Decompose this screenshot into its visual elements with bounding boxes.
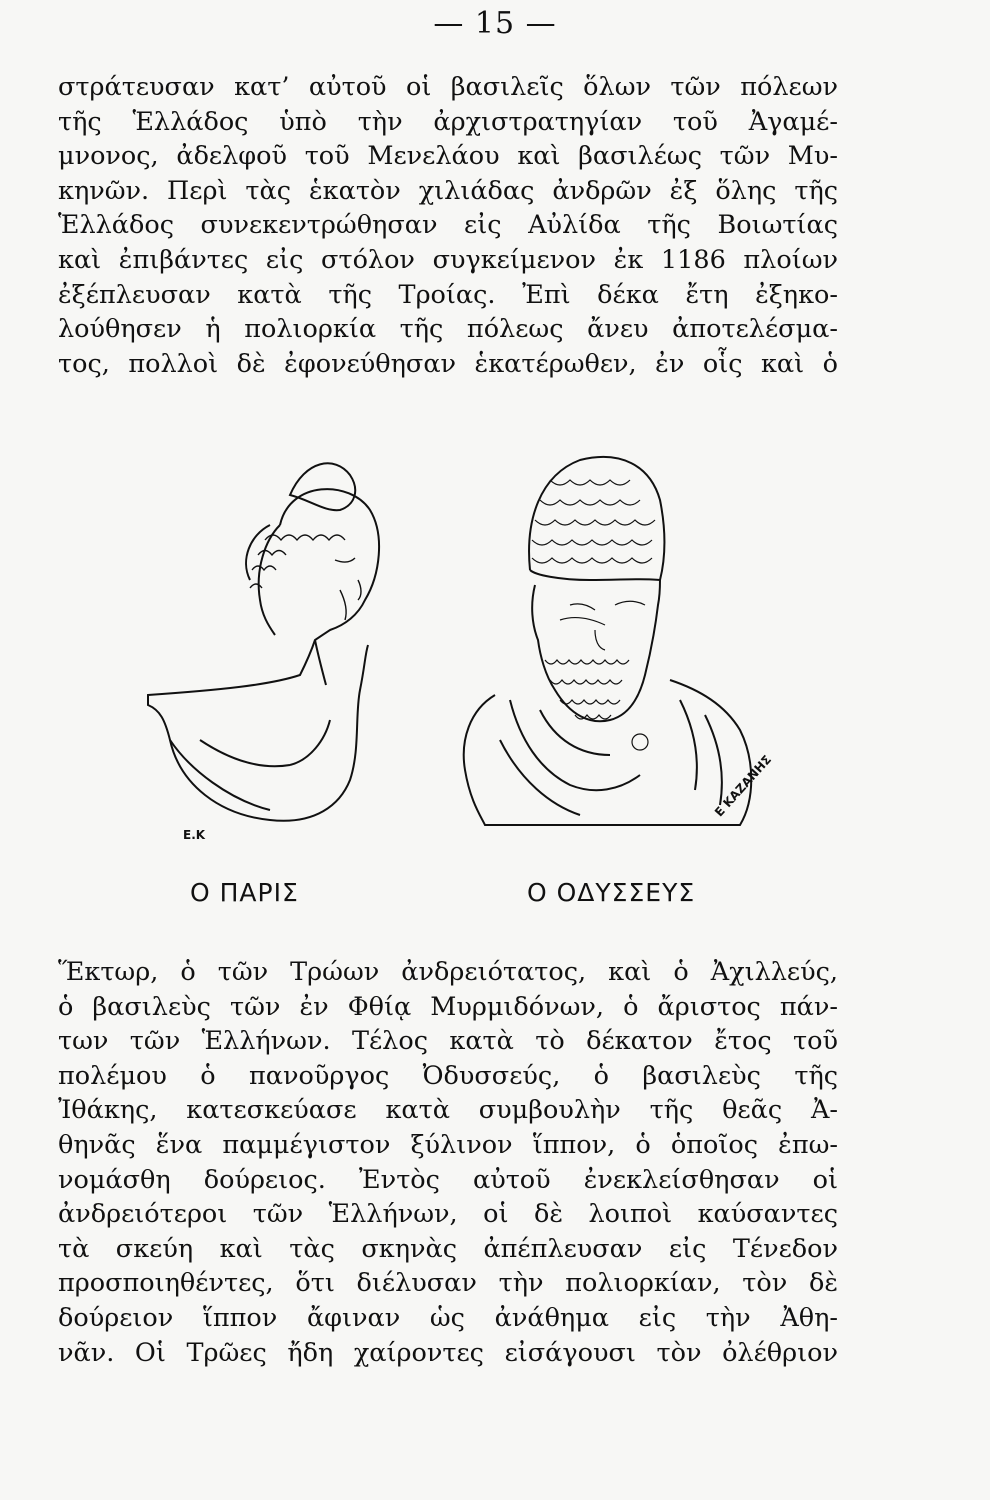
text-line: Ἕκτωρ, ὁ τῶν Τρώων ἀνδρειότατος, καὶ ὁ Ἀχιλλεύς, bbox=[58, 957, 838, 987]
odysseus-bust bbox=[464, 457, 752, 825]
text-line: ὁ βασιλεὺς τῶν ἐν Φθίᾳ Μυρμιδόνων, ὁ ἄριστος πάν- bbox=[58, 991, 838, 1022]
portrait-illustration bbox=[140, 440, 860, 860]
text-line: των τῶν Ἑλλήνων. Τέλος κατὰ τὸ δέκατον ἔτος τοῦ bbox=[58, 1026, 838, 1057]
text-line: στράτευσαν κατ’ αὐτοῦ οἱ βασιλεῖς ὅλων τῶν πόλεων bbox=[58, 72, 838, 102]
text-line: λούθησεν ἡ πολιορκία τῆς πόλεως ἄνευ ἀποτελέσμα- bbox=[58, 314, 838, 345]
paris-bust bbox=[148, 463, 379, 820]
busts-drawing bbox=[140, 440, 860, 860]
text-line: νᾶν. Οἱ Τρῶες ἤδη χαίροντες εἰσάγουσι τὸν ὀλέθριον bbox=[58, 1337, 838, 1368]
text-line: μνονος, ἀδελφοῦ τοῦ Μενελάου καὶ βασιλέως τῶν Μυ- bbox=[58, 141, 838, 172]
text-line: δούρειον ἵππον ἄφιναν ὡς ἀνάθημα εἰς τὴν Ἀθη- bbox=[58, 1302, 838, 1333]
text-line: Ἰθάκης, κατεσκεύασε κατὰ συμβουλὴν τῆς θεᾶς Ἀ- bbox=[58, 1095, 838, 1126]
page-number: — 15 — bbox=[433, 6, 557, 41]
text-line: κηνῶν. Περὶ τὰς ἑκατὸν χιλιάδας ἀνδρῶν ἐξ ὅλης τῆς bbox=[58, 175, 838, 206]
text-line: τῆς Ἑλλάδος ὑπὸ τὴν ἀρχιστρατηγίαν τοῦ Ἀγαμέ- bbox=[58, 106, 838, 137]
text-line: νομάσθη δούρειος. Ἐντὸς αὐτοῦ ἐνεκλείσθησαν οἱ bbox=[58, 1164, 838, 1195]
text-line: προσποιηθέντες, ὅτι διέλυσαν τὴν πολιορκίαν, τὸν δὲ bbox=[58, 1268, 838, 1299]
left-signature: E.K bbox=[183, 828, 206, 842]
text-line: καὶ ἐπιβάντες εἰς στόλον συγκείμενον ἐκ 1186 πλοίων bbox=[58, 244, 838, 275]
top-paragraph bbox=[58, 70, 838, 381]
text-line: ἐξέπλευσαν κατὰ τῆς Τροίας. Ἐπὶ δέκα ἔτη ἐξηκο- bbox=[58, 279, 838, 310]
text-line: Ἑλλάδος συνεκεντρώθησαν εἰς Αὐλίδα τῆς Βοιωτίας bbox=[58, 210, 838, 241]
paris-caption: Ο ΠΑΡΙΣ bbox=[190, 878, 299, 907]
text-line: ἀνδρειότεροι τῶν Ἑλλήνων, οἱ δὲ λοιποὶ καύσαντες bbox=[58, 1199, 838, 1230]
text-line: θηνᾶς ἕνα παμμέγιστον ξύλινον ἵππον, ὁ ὁποῖος ἐπω- bbox=[58, 1129, 838, 1160]
text-line: πολέμου ὁ πανοῦργος Ὀδυσσεύς, ὁ βασιλεὺς τῆς bbox=[58, 1060, 838, 1091]
right-signature: Ε ΚΑΖΑΝΗΣ bbox=[712, 752, 775, 820]
odysseus-caption: Ο ΟΔΥΣΣΕΥΣ bbox=[527, 878, 696, 907]
text-line: τος, πολλοὶ δὲ ἐφονεύθησαν ἑκατέρωθεν, ἐν οἷς καὶ ὁ bbox=[58, 348, 838, 379]
text-line: τὰ σκεύη καὶ τὰς σκηνὰς ἀπέπλευσαν εἰς Τένεδον bbox=[58, 1233, 838, 1264]
bottom-paragraph bbox=[58, 955, 838, 1370]
